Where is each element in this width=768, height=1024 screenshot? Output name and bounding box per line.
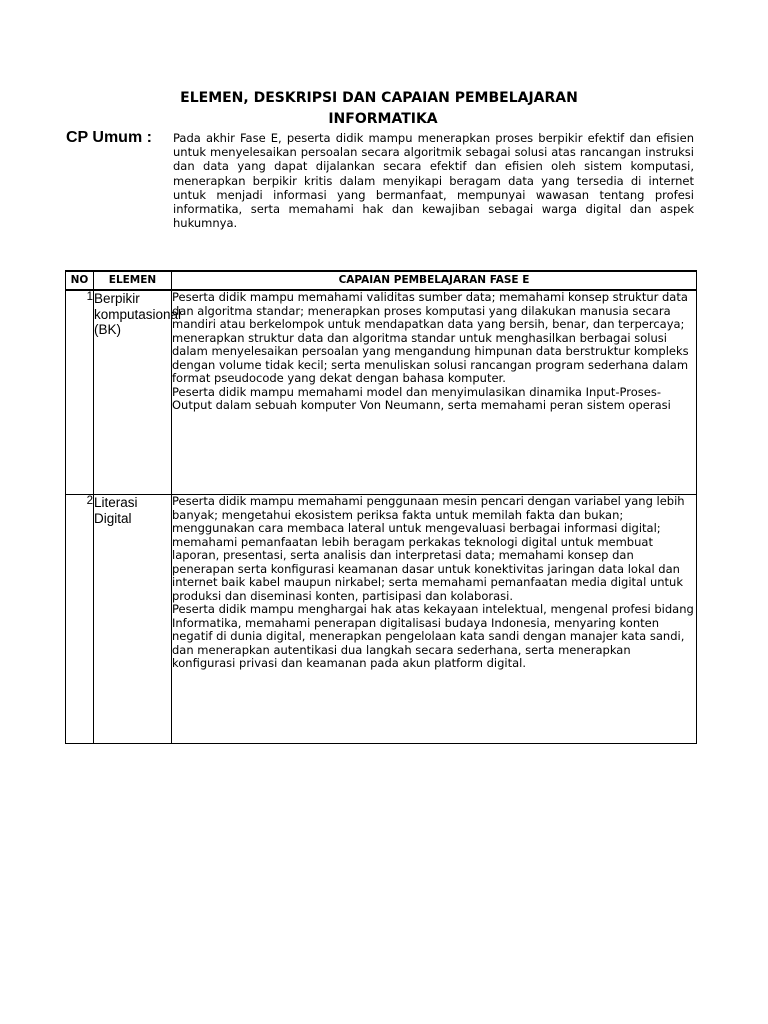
document-title: ELEMEN, DESKRIPSI DAN CAPAIAN PEMBELAJARAN [180,90,578,106]
cp-umum-label: CP Umum : [66,129,152,146]
row-elemen: Berpikir komputasional (BK) [94,290,172,495]
capaian-table [65,270,697,744]
row-elemen: Literasi Digital [94,495,172,744]
row-capaian [172,495,697,744]
row-number: 1 [66,290,94,495]
capaian-paragraph: Peserta didik mampu memahami validitas sumber data; memahami konsep struktur data dan algoritma standar; menerapkan proses komputasi yang dilakukan manusia secara mandiri atau berkelompok untuk mendapatkan data yang bersih, benar, dan terpercaya; menerapkan struktur data dan algoritma standar untuk menghasilkan berbagai solusi dalam menyelesaikan persoalan yang mengandung himpunan data berstruktur kompleks dengan volume tidak kecil; serta menuliskan solusi rancangan program sederhana dalam format pseudocode yang dekat dengan bahasa komputer. [172,290,689,385]
header-no: NO [66,271,94,290]
row-number: 2 [66,495,94,744]
capaian-paragraph: Peserta didik mampu memahami penggunaan mesin pencari dengan variabel yang lebih banyak; mengetahui ekosistem periksa fakta untuk memilah fakta dan bukan; menggunakan cara membaca lateral untuk mengevaluasi berbagai informasi digital; memahami pemanfaatan lebih beragam perkakas teknologi digital untuk membuat laporan, presentasi, serta analisis dan interpretasi data; memahami konsep dan penerapan serta konfigurasi keamanan dasar untuk konektivitas jaringan data lokal dan internet baik kabel maupun nirkabel; serta memahami pemanfaatan media digital untuk produksi dan diseminasi konten, partisipasi dan kolaborasi. [172,494,685,603]
header-elemen: ELEMEN [94,271,172,290]
table-row [66,495,697,744]
cp-umum-text: Pada akhir Fase E, peserta didik mampu menerapkan proses berpikir efektif dan efisien untuk menyelesaikan persoalan secara algoritmik sebagai solusi atas rancangan instruksi dan data yang dapat dijalankan secara efektif dan efisien oleh sistem komputasi, menerapkan berpikir kritis dalam menyikapi beragam data yang tersedia di internet untuk menjadi informasi yang bermanfaat, mempunyai wawasan tentang profesi informatika, serta memahami hak dan kewajiban sebagai warga digital dan aspek hukumnya. [173,131,694,231]
capaian-paragraph: Peserta didik mampu menghargai hak atas kekayaan intelektual, mengenal profesi bidang Informatika, memahami penerapan digitalisasi budaya Indonesia, menyaring konten negatif di dunia digital, menerapkan pengelolaan kata sandi dengan manajer kata sandi, dan menerapkan autentikasi dua langkah secara sederhana, serta menerapkan konfigurasi privasi dan keamanan pada akun platform digital. [172,602,694,670]
capaian-paragraph: Peserta didik mampu memahami model dan menyimulasikan dinamika Input-Proses-Output dalam sebuah komputer Von Neumann, serta memahami peran sistem operasi [172,384,671,412]
header-capaian: CAPAIAN PEMBELAJARAN FASE E [172,271,697,290]
table-row [66,290,697,495]
document-subtitle: INFORMATIKA [328,111,438,127]
row-capaian [172,290,697,495]
table-header-row [66,271,697,290]
